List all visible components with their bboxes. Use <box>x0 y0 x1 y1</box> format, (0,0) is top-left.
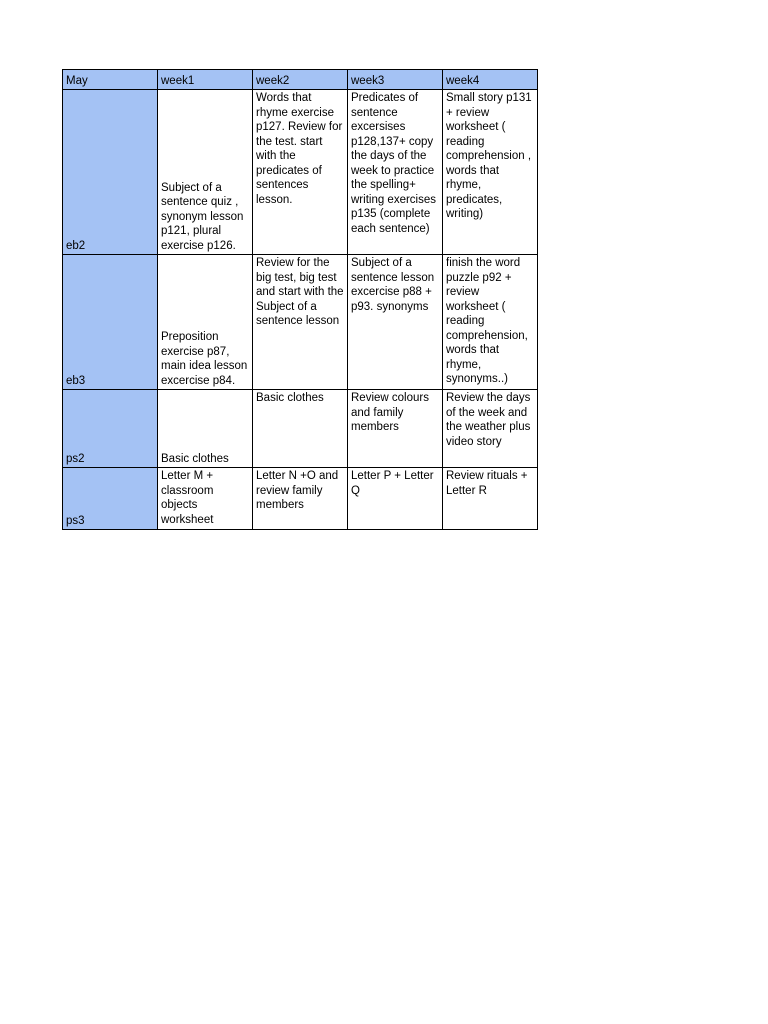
table-cell[interactable]: Preposition exercise p87, main idea lesson excercise p84. <box>158 255 253 390</box>
table-cell[interactable]: Subject of a sentence quiz , synonym lesson p121, plural exercise p126. <box>158 90 253 255</box>
table-cell[interactable]: Letter P + Letter Q <box>348 468 443 530</box>
table-cell[interactable]: Review for the big test, big test and start with the Subject of a sentence lesson <box>253 255 348 390</box>
table-row <box>63 255 538 390</box>
table-cell[interactable]: Review colours and family members <box>348 390 443 468</box>
table-cell[interactable]: Letter N +O and review family members <box>253 468 348 530</box>
row-label-ps3[interactable]: ps3 <box>63 468 158 530</box>
header-cell-week1[interactable]: week1 <box>158 70 253 90</box>
table-cell[interactable]: finish the word puzzle p92 + review worksheet ( reading comprehension, words that rhyme, synonyms..) <box>443 255 538 390</box>
row-label-ps2[interactable]: ps2 <box>63 390 158 468</box>
row-label-eb3[interactable]: eb3 <box>63 255 158 390</box>
header-cell-week3[interactable]: week3 <box>348 70 443 90</box>
table-cell[interactable]: Review rituals + Letter R <box>443 468 538 530</box>
table-row <box>63 390 538 468</box>
table-cell[interactable]: Basic clothes <box>253 390 348 468</box>
table-cell[interactable]: Basic clothes <box>158 390 253 468</box>
row-label-eb2[interactable]: eb2 <box>63 90 158 255</box>
table-cell[interactable]: Subject of a sentence lesson excercise p88 + p93. synonyms <box>348 255 443 390</box>
header-cell-week2[interactable]: week2 <box>253 70 348 90</box>
header-cell-month[interactable]: May <box>63 70 158 90</box>
table-cell[interactable]: Predicates of sentence excersises p128,137+ copy the days of the week to practice the spelling+ writing exercises p135 (complete each sentence) <box>348 90 443 255</box>
schedule-table <box>62 69 538 530</box>
table-row <box>63 90 538 255</box>
header-cell-week4[interactable]: week4 <box>443 70 538 90</box>
table-cell[interactable]: Review the days of the week and the weather plus video story <box>443 390 538 468</box>
header-row <box>63 70 538 90</box>
table-cell[interactable]: Small story p131 + review worksheet ( reading comprehension , words that rhyme, predicates, writing) <box>443 90 538 255</box>
table-cell[interactable]: Words that rhyme exercise p127. Review for the test. start with the predicates of sentences lesson. <box>253 90 348 255</box>
table-cell[interactable]: Letter M + classroom objects worksheet <box>158 468 253 530</box>
table-row <box>63 468 538 530</box>
